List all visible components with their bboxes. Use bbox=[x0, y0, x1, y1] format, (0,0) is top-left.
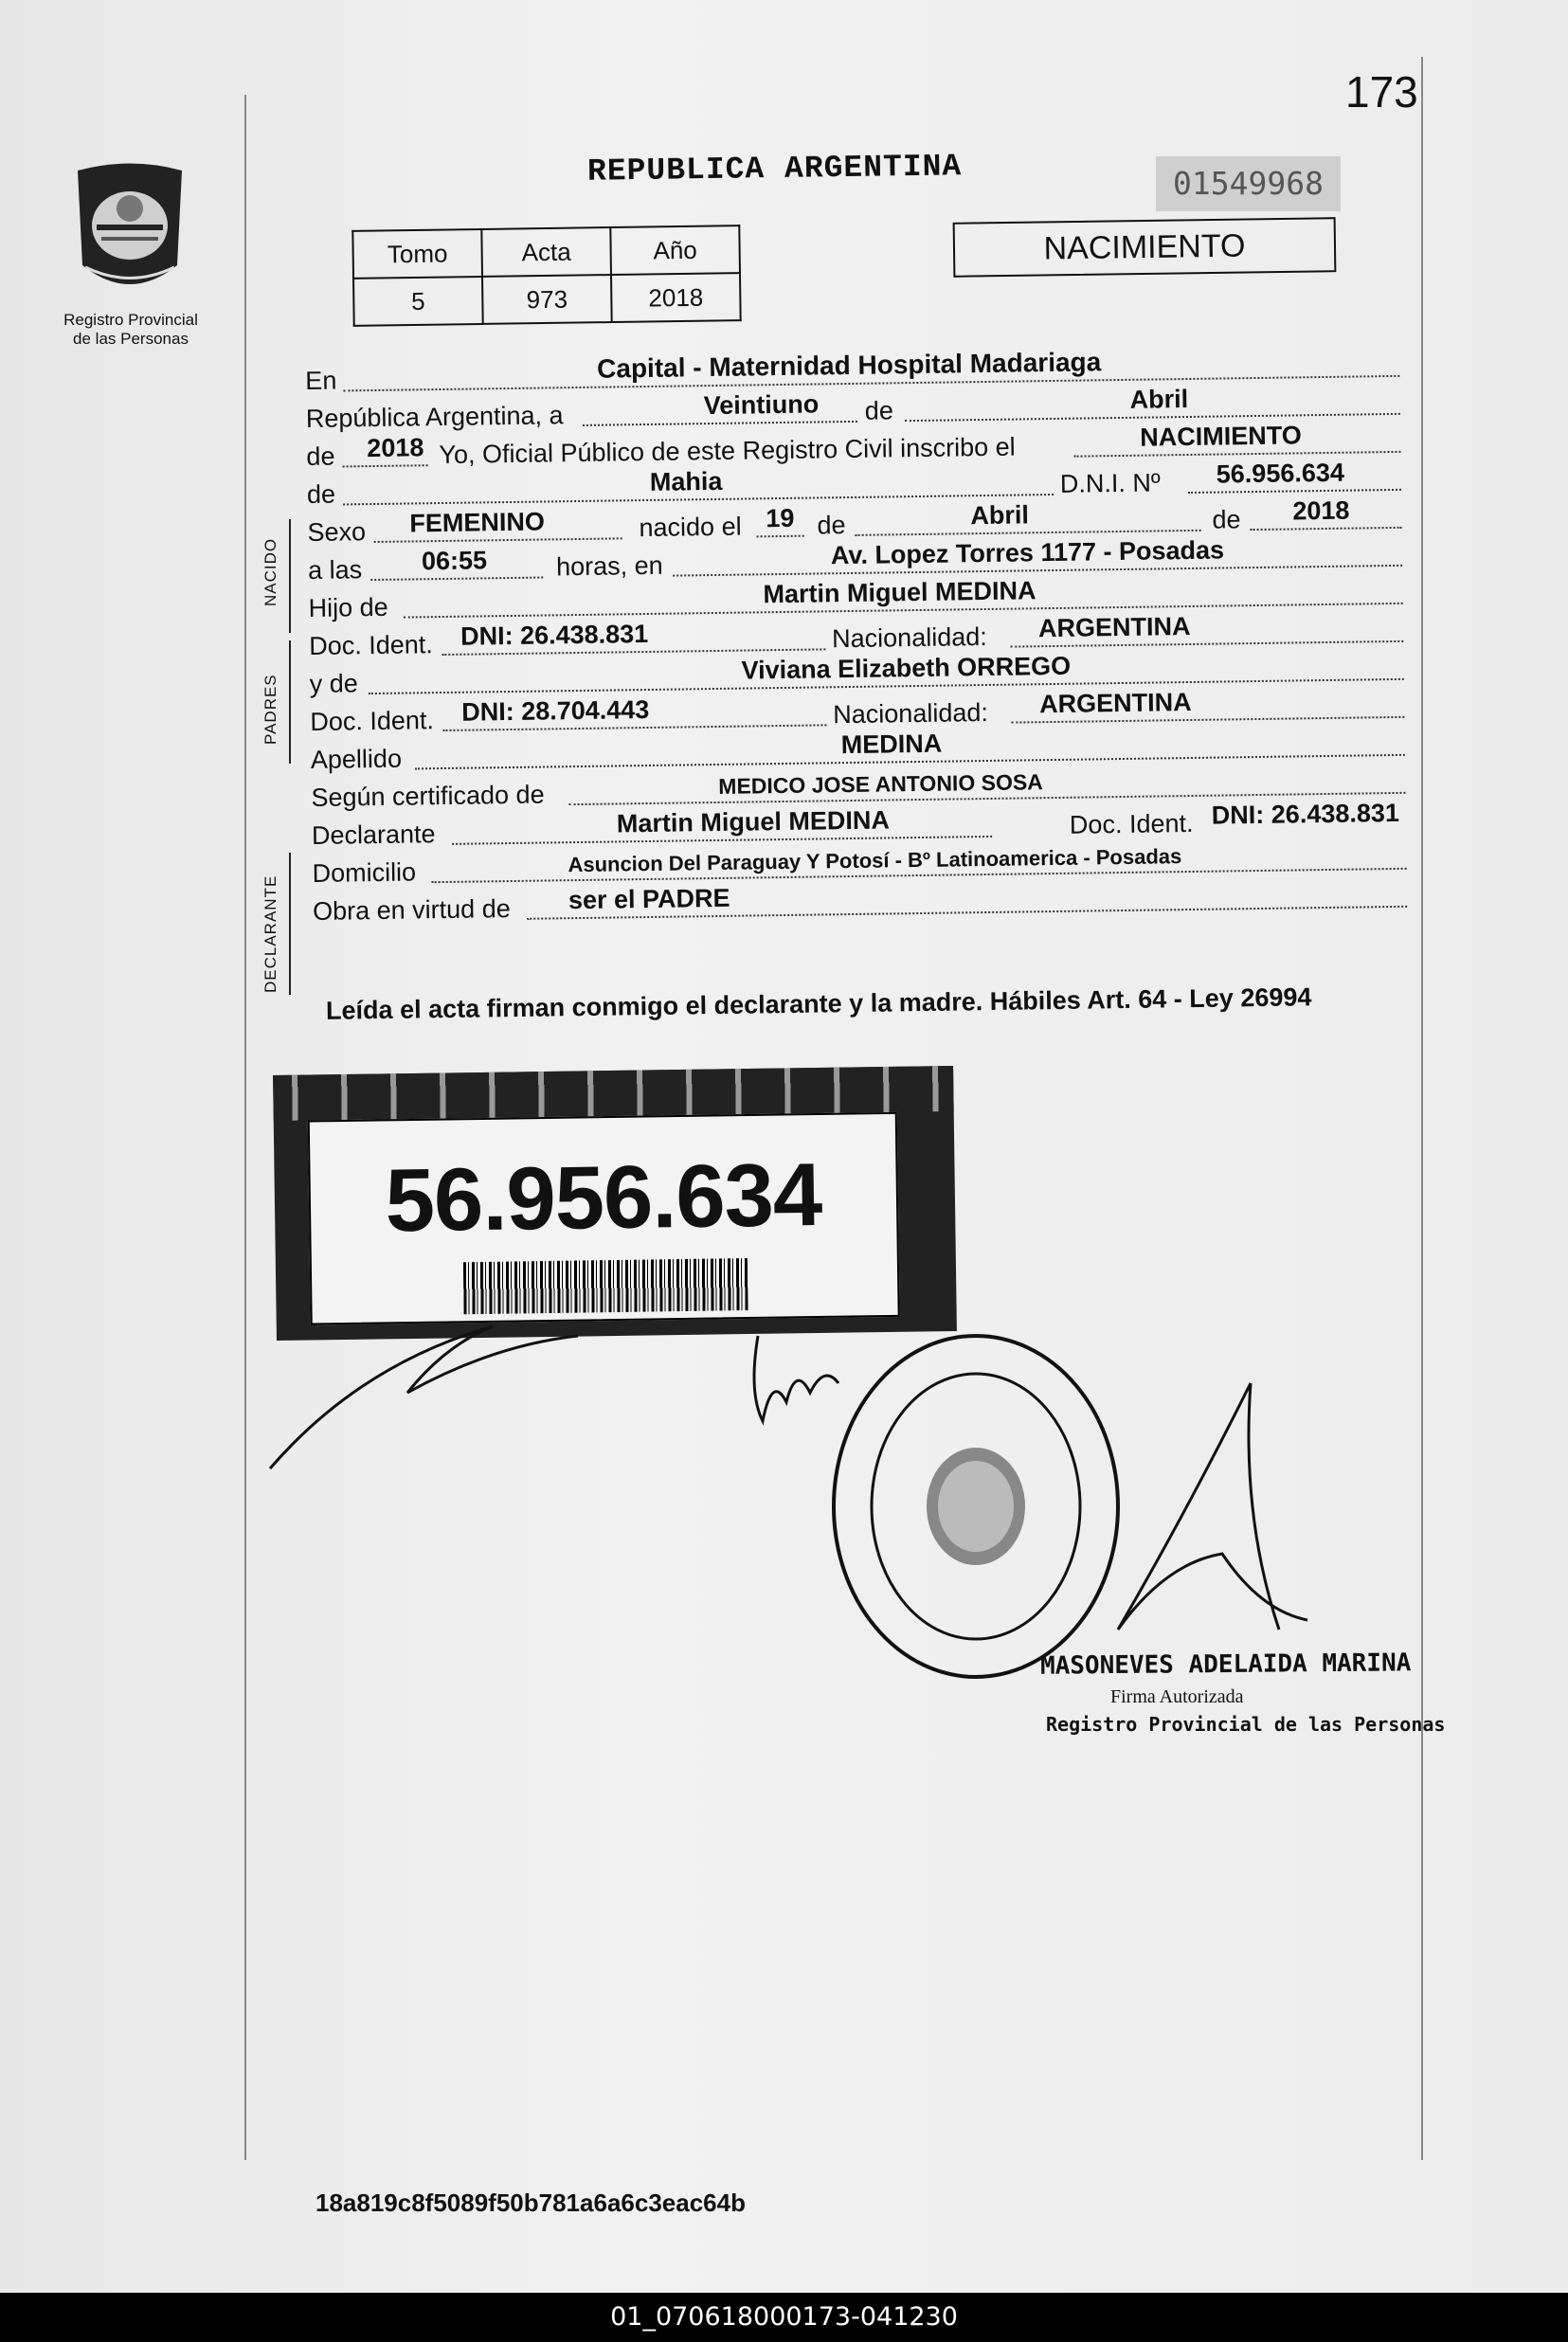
mes-value: Abril bbox=[1129, 384, 1189, 414]
anio-value: 2018 bbox=[367, 433, 424, 463]
anio-de-label: de bbox=[306, 441, 335, 471]
obra-label: Obra en virtud de bbox=[312, 894, 511, 926]
padre-doc-label: Doc. Ident. bbox=[309, 630, 433, 660]
apellido-label: Apellido bbox=[310, 744, 403, 774]
document-hash: 18a819c8f5089f50b781a6a6c3eac64b bbox=[315, 2189, 746, 2217]
section-label-declarante: DECLARANTE bbox=[261, 874, 279, 993]
madre-value: Viviana Elizabeth ORREGO bbox=[741, 651, 1072, 685]
declarant-signature bbox=[270, 1326, 578, 1468]
section-label-nacido: NACIDO bbox=[261, 537, 279, 606]
declarante-label: Declarante bbox=[311, 820, 436, 850]
certificado-label: Según certificado de bbox=[311, 780, 545, 812]
barcode-number: 56.956.634 bbox=[384, 1144, 822, 1251]
madre-nac-value: ARGENTINA bbox=[1038, 687, 1192, 719]
logo-caption-line1: Registro Provincial bbox=[63, 311, 198, 329]
nac-anio-value: 2018 bbox=[1292, 495, 1350, 526]
official-signature bbox=[1118, 1383, 1307, 1630]
nac-dia-value: 19 bbox=[766, 503, 795, 533]
anio-header: Año bbox=[610, 225, 740, 275]
y-de-label: y de bbox=[309, 669, 359, 698]
oficial-text: Yo, Oficial Público de este Registro Civil inscribo el bbox=[439, 432, 1016, 470]
closing-text: Leída el acta firman conmigo el declarante y la madre. Hábiles Art. 64 - Ley 26994 bbox=[325, 982, 1312, 1025]
signer-registry: Registro Provincial de las Personas bbox=[1046, 1713, 1446, 1736]
nac-mes-value: Abril bbox=[970, 500, 1030, 531]
padre-nacionalidad-label: Nacionalidad: bbox=[831, 622, 987, 654]
horas-en-label: horas, en bbox=[555, 550, 663, 582]
lugar-value: Av. Lopez Torres 1177 - Posadas bbox=[830, 535, 1225, 570]
signer-role: Firma Autorizada bbox=[1110, 1686, 1244, 1707]
dia-value: Veintiuno bbox=[703, 389, 820, 421]
sexo-label: Sexo bbox=[307, 517, 367, 547]
en-value: Capital - Maternidad Hospital Madariaga bbox=[596, 347, 1102, 384]
de-label: de bbox=[864, 396, 894, 425]
madre-dni-value: DNI: 28.704.443 bbox=[460, 694, 650, 727]
declarante-dni-value: DNI: 26.438.831 bbox=[1211, 798, 1400, 830]
republica-label: República Argentina, a bbox=[305, 401, 564, 433]
nombre-de-label: de bbox=[306, 479, 336, 509]
domicilio-label: Domicilio bbox=[312, 857, 417, 888]
signer-name: MASONEVES ADELAIDA MARINA bbox=[1039, 1648, 1412, 1681]
padre-dni-value: DNI: 26.438.831 bbox=[460, 619, 649, 651]
madre-nacionalidad-label: Nacionalidad: bbox=[833, 697, 989, 730]
registry-seal-icon bbox=[834, 1336, 1118, 1677]
section-label-padres: PADRES bbox=[261, 674, 279, 745]
tomo-header: Tomo bbox=[352, 229, 482, 279]
declarante-value: Martin Miguel MEDINA bbox=[616, 805, 891, 838]
logo-caption-line2: de las Personas bbox=[73, 330, 189, 348]
anio-value: 2018 bbox=[611, 273, 741, 322]
apellido-value: MEDINA bbox=[840, 729, 943, 760]
document-title: REPUBLICA ARGENTINA bbox=[586, 149, 963, 189]
nombre-value: Mahia bbox=[649, 466, 723, 496]
dni-value: 56.956.634 bbox=[1216, 458, 1345, 489]
serial-number: 01549968 bbox=[1156, 156, 1341, 211]
padre-nac-value: ARGENTINA bbox=[1037, 611, 1191, 643]
inscribe-value: NACIMIENTO bbox=[1140, 421, 1302, 452]
a-las-label: a las bbox=[307, 555, 363, 585]
acta-value: 973 bbox=[482, 275, 612, 324]
sexo-value: FEMENINO bbox=[409, 507, 546, 538]
tomo-value: 5 bbox=[353, 277, 483, 326]
mother-signature bbox=[754, 1336, 838, 1421]
hora-value: 06:55 bbox=[421, 546, 488, 576]
domicilio-value: Asuncion Del Paraguay Y Potosí - Bº Latinoamerica - Posadas bbox=[568, 844, 1182, 877]
hijo-de-label: Hijo de bbox=[308, 592, 388, 622]
certificado-value: MEDICO JOSE ANTONIO SOSA bbox=[718, 769, 1043, 799]
nac-de-label: de bbox=[817, 511, 846, 540]
madre-doc-label: Doc. Ident. bbox=[310, 706, 435, 736]
page-number: 173 bbox=[1345, 67, 1418, 117]
nac-de2-label: de bbox=[1212, 505, 1241, 534]
dni-label: D.N.I. Nº bbox=[1059, 468, 1161, 498]
en-label: En bbox=[305, 366, 337, 395]
obra-value: ser el PADRE bbox=[568, 883, 730, 915]
acta-header: Acta bbox=[481, 227, 611, 277]
declarante-doc-label: Doc. Ident. bbox=[1069, 808, 1194, 839]
nacido-el-label: nacido el bbox=[639, 512, 742, 543]
document-type-box: NACIMIENTO bbox=[953, 217, 1337, 278]
file-id-footer: 01_070618000173-041230 bbox=[0, 2293, 1568, 2342]
padre-value: Martin Miguel MEDINA bbox=[763, 576, 1036, 609]
